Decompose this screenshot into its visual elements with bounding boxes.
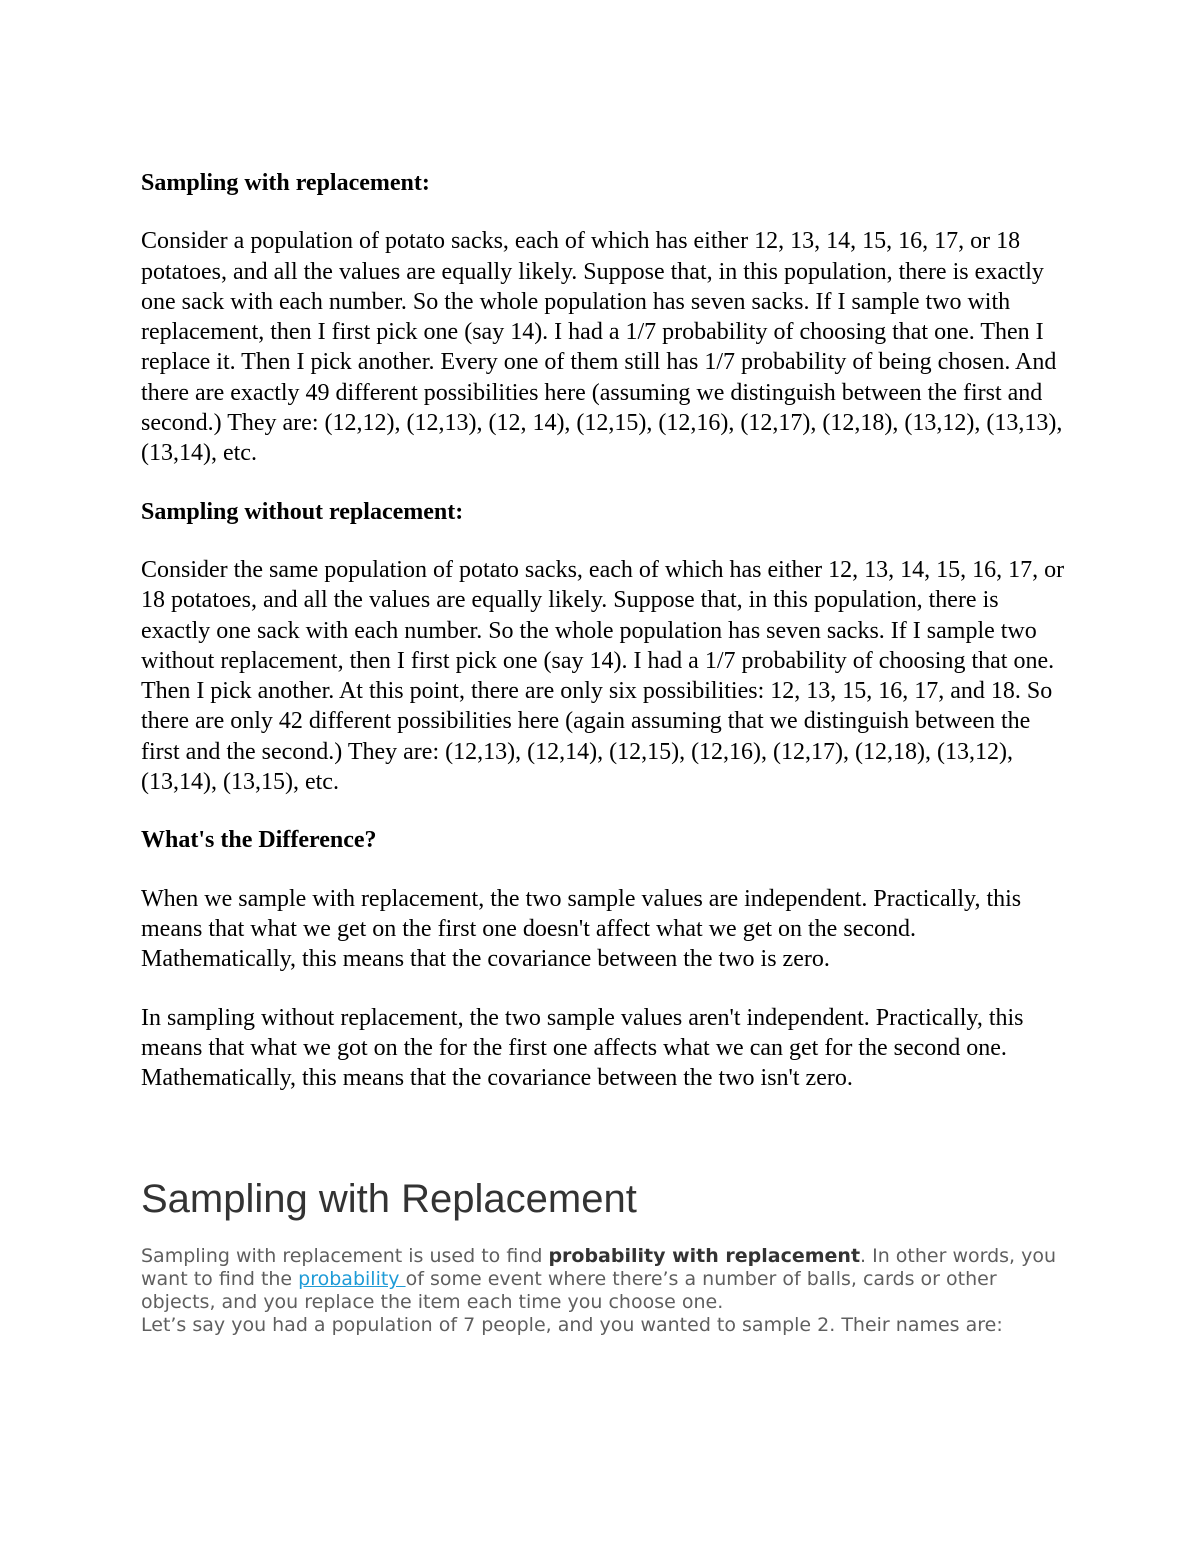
- probability-link[interactable]: probability: [298, 1268, 406, 1291]
- heading-sampling-with-replacement: Sampling with replacement:: [141, 170, 430, 196]
- document-page: [141, 168, 1066, 1337]
- intro-text-b: . In other words, you want to find the: [141, 1245, 1057, 1291]
- paragraph-difference-without: In sampling without replacement, the two sample values aren't independent. Practically, this means that what we got on the for the first one affects what we can get for the second one. Mathematically, this means that the covariance between the two isn't zero.: [141, 1004, 1024, 1092]
- paragraph-without-replacement: Consider the same population of potato sacks, each of which has either 12, 13, 14, 15, 16, 17, or 18 potatoes, and all the values are equally likely. Suppose that, in this population, there is exactly one sack with each number. So the whole population has seven sacks. If I sample two without replacement, then I first pick one (say 14). I had a 1/7 probability of choosing that one. Then I pick another. At this point, there are only six possibilities: 12, 13, 15, 16, 17, and 18. So there are only 42 different possibilities here (again assuming that we distinguish between the first and the second.) They are: (12,13), (12,14), (12,15), (12,16), (12,17), (12,18), (13,12), (13,14), (13,15), etc.: [141, 556, 1065, 796]
- intro-text-a: Sampling with replacement is used to find: [141, 1245, 549, 1268]
- heading-sampling-without-replacement: Sampling without replacement:: [141, 498, 464, 525]
- paragraph-with-replacement: Consider a population of potato sacks, each of which has either 12, 13, 14, 15, 16, 17, or 18 potatoes, and all the values are equally likely. Suppose that, in this population, there is exactly one sack with each number. So the whole population has seven sacks. If I sample two with replacement, then I first pick one (say 14). I had a 1/7 probability of choosing that one. Then I replace it. Then I pick another. Every one of them still has 1/7 probability of being chosen. And there are exactly 49 different possibilities here (assuming we distinguish between the first and second.) They are: (12,12), (12,13), (12, 14), (12,15), (12,16), (12,17), (12,18), (13,12), (13,13), (13,14), etc.: [141, 228, 1063, 467]
- population-line: Let’s say you had a population of 7 people, and you wanted to sample 2. Their names are:: [141, 1314, 1003, 1337]
- paragraph-difference-with: When we sample with replacement, the two sample values are independent. Practically, this means that what we get on the first one doesn't affect what we get on the second. Mathematically, this means that the covariance between the two is zero.: [141, 885, 1022, 973]
- heading-whats-the-difference: What's the Difference?: [141, 827, 377, 854]
- intro-bold-term: probability with replacement: [548, 1245, 861, 1268]
- section-title: Sampling with Replacement: [141, 1177, 637, 1222]
- intro-text-c: of some event where there’s a number of balls, cards or other objects, and you replace the item each time you choose one.: [141, 1268, 997, 1314]
- intro-paragraph: [141, 1245, 1066, 1314]
